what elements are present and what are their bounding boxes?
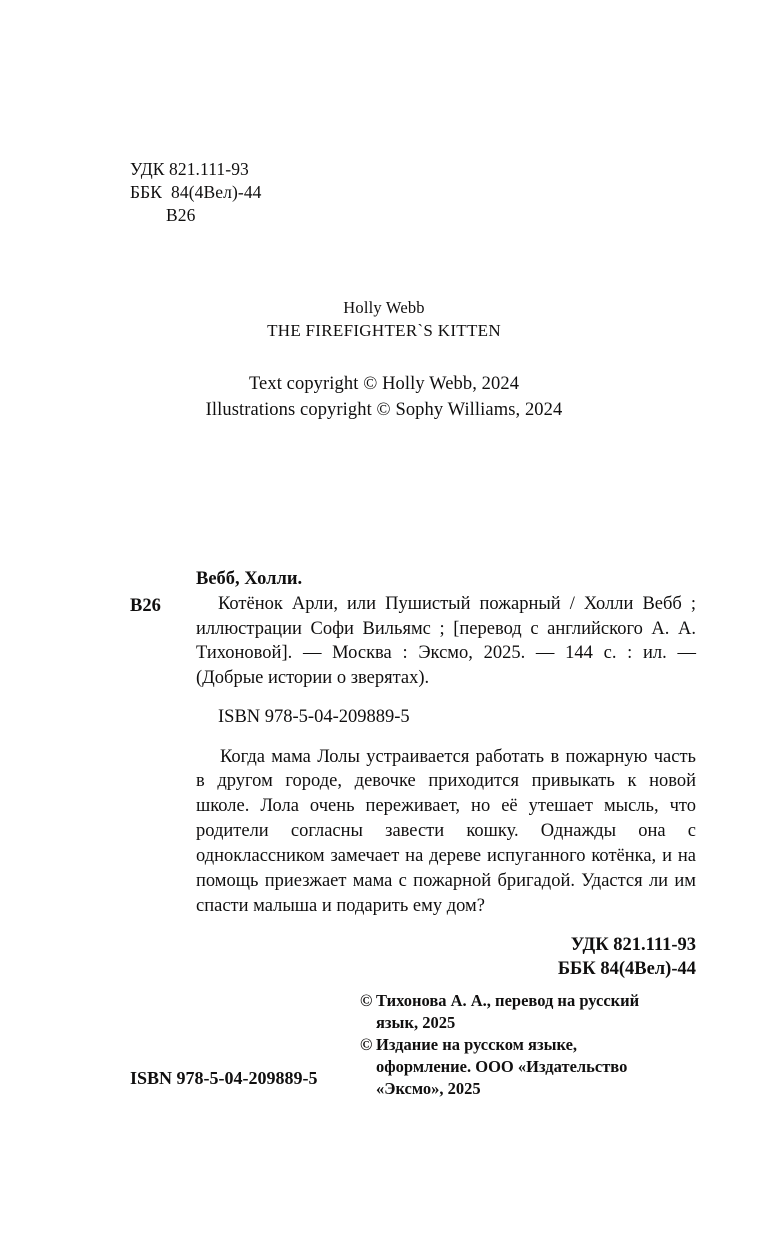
cip-code: В26 (130, 596, 161, 617)
bottom-isbn: ISBN 978-5-04-209889-5 (130, 1068, 318, 1088)
original-author: Holly Webb (343, 298, 425, 317)
translation-copyright-text-cont: язык, 2025 (376, 1013, 456, 1033)
cip-description: Котёнок Арли, или Пушистый пожарный / Холли Вебб ; иллюстрации Софи Вильямс ; [перевод с английского А. А. Тихоновой]. — Москва : Эксмо, 2025. — 144 с. : ил. — (Добрые истории о зверятах). (196, 594, 696, 688)
edition-copyright-text-cont2: «Эксмо», 2025 (376, 1079, 481, 1099)
cip-record (130, 568, 696, 981)
classification-repeat (130, 933, 696, 981)
edition-copyright-text: Издание на русском языке, (376, 1035, 578, 1055)
translation-copyright-text: Тихонова А. А., перевод на русский (376, 991, 640, 1010)
illustrations-copyright-line: Illustrations copyright © Sophy Williams, 2024 (205, 399, 563, 420)
russian-copyright-block (360, 990, 696, 1101)
copyright-icon-2: © (360, 1035, 373, 1055)
udk-code: УДК 821.111-93 (130, 159, 249, 179)
copyright-icon: © (360, 991, 373, 1010)
text-copyright-line: Text copyright © Holly Webb, 2024 (248, 373, 520, 394)
cip-isbn: ISBN 978-5-04-209889-5 (218, 706, 410, 727)
book-annotation: Когда мама Лолы устраивается работать в пожарную часть в другом городе, девочке приходится привыкать к новой школе. Лола очень переживает, но её утешает мысль, что родители согласны завести кошку. Однажды она с одноклассником замечает на дереве испуганного котёнка, и на помощь приезжает мама с пожарной бригадой. Удастся ли им спасти малыша и подарить ему дом? (196, 746, 696, 916)
edition-copyright-text-cont: оформление. ООО «Издательство (376, 1057, 628, 1077)
original-copyright (0, 371, 768, 424)
edition-copyright-line (360, 1034, 696, 1056)
author-sign-code: В26 (166, 205, 196, 226)
original-edition-block (0, 298, 768, 423)
original-title: THE FIREFIGHTER`S KITTEN (267, 320, 501, 340)
translation-copyright-line (360, 990, 696, 1012)
cip-body (130, 592, 696, 690)
bbk-code-repeat: ББК 84(4Вел)-44 (557, 958, 696, 979)
bottom-block (130, 990, 696, 1101)
classification-block (130, 158, 262, 227)
udk-code-repeat: УДК 821.111-93 (570, 934, 696, 955)
bbk-code: ББК 84(4Вел)-44 (130, 182, 262, 203)
cip-heading: Вебб, Холли. (196, 569, 303, 589)
